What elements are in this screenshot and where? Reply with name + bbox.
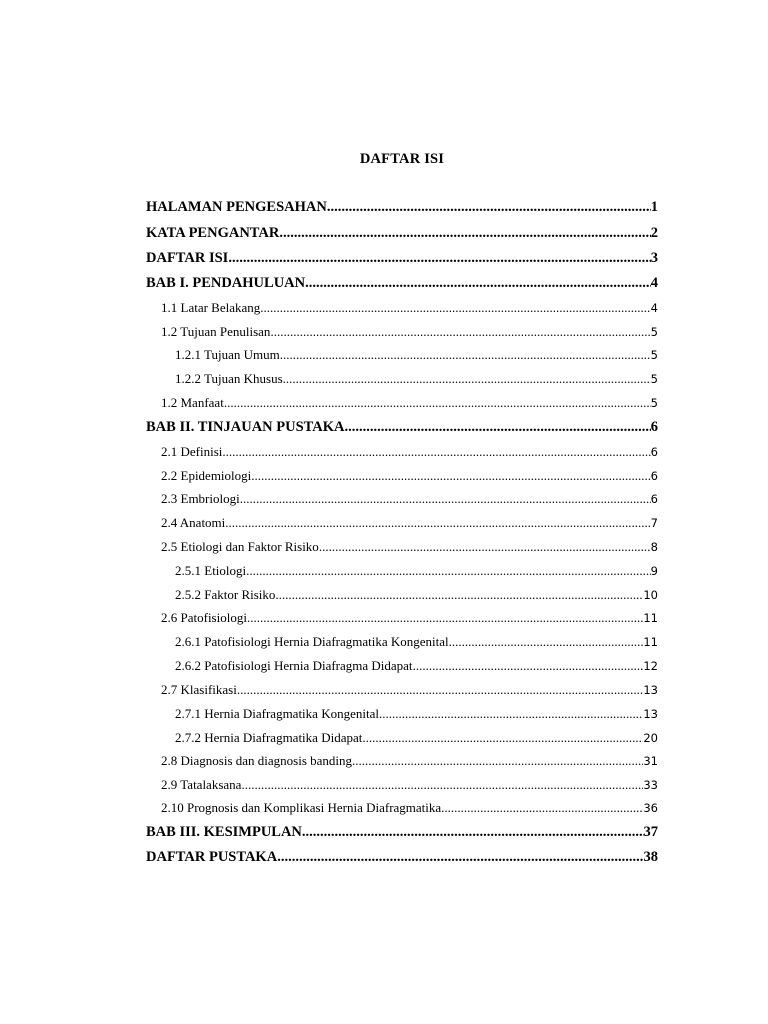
toc-entry-label: DAFTAR ISI <box>146 250 229 266</box>
toc-entry-label: BAB I. PENDAHULUAN <box>146 275 306 291</box>
toc-entry-label: 2.1 Definisi <box>161 444 223 459</box>
toc-entry-label: 2.8 Diagnosis dan diagnosis banding <box>161 753 353 768</box>
toc-entry[interactable] <box>161 444 658 460</box>
toc-entry[interactable] <box>175 730 658 746</box>
toc-entry[interactable] <box>175 658 658 674</box>
toc-entry-page: 4 <box>650 275 658 291</box>
toc-entry[interactable] <box>161 468 658 484</box>
toc-entry[interactable] <box>161 753 658 769</box>
toc-entry[interactable] <box>161 777 658 793</box>
dot-leader <box>319 539 651 555</box>
toc-entry[interactable] <box>175 706 658 722</box>
toc-entry-page: 2 <box>650 225 658 241</box>
toc-entry-label: 1.2.2 Tujuan Khusus <box>175 371 283 386</box>
toc-entry[interactable] <box>146 824 658 841</box>
toc-entry-label: 1.2.1 Tujuan Umum <box>175 347 280 362</box>
dot-leader <box>277 849 643 866</box>
toc-entry-page: 3 <box>650 250 658 266</box>
toc-entry-page: 37 <box>643 824 658 840</box>
toc-entry-label: BAB II. TINJAUAN PUSTAKA <box>146 419 345 435</box>
toc-entry-page: 9 <box>650 564 658 578</box>
dot-leader <box>275 587 643 603</box>
toc-entry-label: 2.6 Patofisiologi <box>161 610 247 625</box>
toc-entry-page: 1 <box>650 199 658 215</box>
dot-leader <box>224 395 651 411</box>
toc-entry-label: 2.7.2 Hernia Diafragmatika Didapat <box>175 730 363 745</box>
toc-entry[interactable] <box>146 275 658 292</box>
toc-entry-label: 1.1 Latar Belakang <box>161 300 261 315</box>
toc-entry[interactable] <box>161 539 658 555</box>
dot-leader <box>251 468 650 484</box>
toc-entry-page: 8 <box>650 540 658 554</box>
dot-leader <box>260 300 650 316</box>
dot-leader <box>413 658 644 674</box>
toc-entry-page: 6 <box>650 492 658 506</box>
toc-entry[interactable] <box>161 610 658 626</box>
toc-entry-label: 2.5 Etiologi dan Faktor Risiko <box>161 539 319 554</box>
toc-entry-page: 7 <box>650 516 658 530</box>
dot-leader <box>225 515 650 531</box>
toc-entry-label: HALAMAN PENGESAHAN <box>146 199 327 215</box>
dot-leader <box>449 634 644 650</box>
dot-leader <box>379 706 643 722</box>
toc-entry-label: 2.3 Embriologi <box>161 491 240 506</box>
toc-entry[interactable] <box>146 225 658 242</box>
dot-leader <box>327 199 651 216</box>
toc-entry[interactable] <box>175 587 658 603</box>
dot-leader <box>305 275 651 292</box>
toc-entry-label: 2.5.1 Etiologi <box>175 563 247 578</box>
toc-entry-page: 36 <box>643 801 658 815</box>
toc-entry-page: 13 <box>643 707 658 721</box>
toc-entry-label: 2.6.2 Patofisiologi Hernia Diafragma Didapat <box>175 658 413 673</box>
toc-entry-page: 11 <box>643 635 658 649</box>
toc-entry-label: DAFTAR PUSTAKA <box>146 849 278 865</box>
dot-leader <box>240 491 651 507</box>
toc-entry-label: 1.2 Manfaat <box>161 395 224 410</box>
toc-entry[interactable] <box>161 324 658 340</box>
toc-entry[interactable] <box>161 395 658 411</box>
toc-entry-page: 20 <box>643 731 658 745</box>
toc-entry[interactable] <box>146 199 658 216</box>
toc-entry[interactable] <box>161 491 658 507</box>
toc-entry-page: 6 <box>650 445 658 459</box>
dot-leader <box>302 824 644 841</box>
dot-leader <box>237 682 644 698</box>
dot-leader <box>352 753 643 769</box>
toc-entry-page: 5 <box>650 372 658 386</box>
dot-leader <box>222 444 650 460</box>
toc-entry-label: 2.10 Prognosis dan Komplikasi Hernia Diafragmatika <box>161 800 442 815</box>
dot-leader <box>362 730 643 746</box>
toc-entry-page: 4 <box>650 301 658 315</box>
toc-entry-page: 38 <box>643 849 658 865</box>
toc-entry-label: BAB III. KESIMPULAN <box>146 824 302 840</box>
toc-entry[interactable] <box>175 634 658 650</box>
toc-entry[interactable] <box>146 419 658 436</box>
toc-entry[interactable] <box>161 515 658 531</box>
toc-entry-page: 6 <box>650 419 658 435</box>
toc-entry[interactable] <box>175 347 658 363</box>
toc-entry-page: 5 <box>650 396 658 410</box>
toc-entry[interactable] <box>175 563 658 579</box>
dot-leader <box>228 250 650 267</box>
dot-leader <box>344 419 650 436</box>
toc-entry[interactable] <box>175 371 658 387</box>
toc-entry-page: 6 <box>650 469 658 483</box>
dot-leader <box>270 324 650 340</box>
dot-leader <box>246 563 651 579</box>
dot-leader <box>441 800 643 816</box>
toc-entry-page: 10 <box>643 588 658 602</box>
toc-entry[interactable] <box>161 800 658 816</box>
toc-entry-page: 31 <box>643 754 658 768</box>
dot-leader <box>247 610 643 626</box>
toc-entry-page: 5 <box>650 325 658 339</box>
page-title: DAFTAR ISI <box>359 151 445 167</box>
toc-entry-page: 13 <box>643 683 658 697</box>
toc-entry-page: 33 <box>643 778 658 792</box>
toc-entry[interactable] <box>146 849 658 866</box>
dot-leader <box>279 225 650 242</box>
toc-entry-page: 12 <box>643 659 658 673</box>
toc-entry[interactable] <box>161 682 658 698</box>
dot-leader <box>280 347 651 363</box>
toc-entry-label: 2.4 Anatomi <box>161 515 226 530</box>
toc-entry-label: 2.5.2 Faktor Risiko <box>175 587 276 602</box>
toc-entry[interactable] <box>146 250 658 267</box>
dot-leader <box>241 777 643 793</box>
dot-leader <box>283 371 651 387</box>
toc-entry-label: 2.7.1 Hernia Diafragmatika Kongenital <box>175 706 379 721</box>
toc-entry-label: 2.9 Tatalaksana <box>161 777 242 792</box>
toc-entry-label: 2.2 Epidemiologi <box>161 468 252 483</box>
toc-entry[interactable] <box>161 300 658 316</box>
toc-entry-page: 5 <box>650 348 658 362</box>
toc-entry-label: 2.7 Klasifikasi <box>161 682 237 697</box>
toc-entry-label: 2.6.1 Patofisiologi Hernia Diafragmatika Kongenital <box>175 634 449 649</box>
toc-entry-label: KATA PENGANTAR <box>146 225 280 241</box>
toc-entry-page: 11 <box>643 611 658 625</box>
toc-entry-label: 1.2 Tujuan Penulisan <box>161 324 271 339</box>
